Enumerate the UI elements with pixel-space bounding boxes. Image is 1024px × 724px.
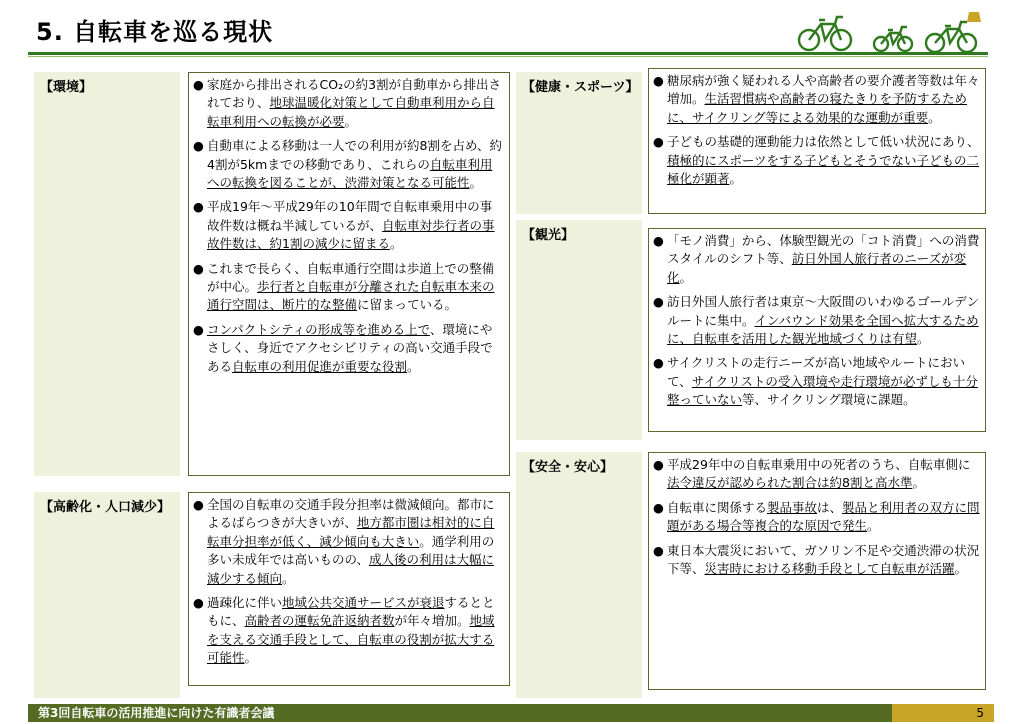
item-text: 。 (917, 331, 930, 347)
item-text: 訪日外国人旅行者は東京～大阪間のいわゆるゴールデンルートに集中。 (667, 294, 980, 328)
safety-label: 【安全・安心】 (516, 452, 642, 698)
bullet-icon: ● (193, 321, 204, 337)
emphasis-text: 訪日外国人旅行者のニーズが変化 (667, 251, 967, 285)
bullet-icon: ● (653, 499, 664, 515)
bullet-item (653, 542, 980, 579)
emphasis-text: 自転車利用への転換を図ることが、渋滞対策となる可能性 (207, 156, 493, 191)
bullet-item (193, 260, 504, 315)
bullet-icon: ● (653, 294, 664, 310)
bullet-icon: ● (653, 542, 664, 558)
emphasis-text: 歩行者と自転車が分離された自転車本来の通行空間は、断片的な整備 (207, 279, 495, 313)
tourism-panel (648, 228, 986, 432)
item-text: に留まっている。 (357, 297, 458, 313)
emphasis-text: インバウンド効果を全国へ拡大するために、自転車を活用した観光地域づくりは有望 (667, 312, 979, 347)
bullet-icon: ● (193, 260, 204, 276)
bullet-icon: ● (193, 497, 204, 512)
bullet-icon: ● (653, 457, 664, 472)
tourism-label: 【観光】 (516, 220, 642, 440)
item-text: 。 (954, 561, 968, 577)
item-text: 過疎化に伴い (207, 595, 283, 611)
bullet-icon: ● (193, 199, 204, 215)
emphasis-text: コンパクトシティの形成等を進める上で (207, 321, 430, 337)
bicycle-icon (795, 10, 990, 54)
bullet-item (653, 232, 980, 287)
item-text: これまで長らく、自転車通行空間は歩道上での整備が中心。 (207, 260, 495, 295)
item-text: 「モノ消費」から、体験型観光の「コト消費」への消費スタイルのシフト等、 (667, 233, 980, 267)
emphasis-text: 法令違反が認められた割合は約8割と高水準 (667, 475, 913, 491)
emphasis-text: 積極的にスポーツをする子どもとそうでない子どもの二極化が顕著 (667, 152, 980, 187)
bullet-icon: ● (653, 233, 664, 248)
bullet-item (653, 499, 980, 536)
emphasis-text: 製品と利用者の双方に問題がある場合等複合的な原因で発生 (667, 499, 980, 534)
item-text: 東日本大震災において、ガソリン不足や交通渋滞の状況下等、 (667, 542, 980, 577)
item-text: が年々増加。 (394, 613, 470, 629)
bullet-item (653, 456, 980, 493)
bullet-icon: ● (653, 355, 664, 371)
emphasis-text: 生活習慣病や高齢者の寝たきりを予防するために、サイクリング等による効果的な運動が重要 (667, 91, 968, 125)
emphasis-text: 地方都市圏は相対的に自転車分担率が低く、減少傾向も大きい (207, 515, 495, 549)
bullet-item (193, 594, 504, 668)
item-text: 自動車による移動は一人での利用が約8割を占め、約4割が5kmまでの移動であり、これらの (207, 138, 502, 172)
item-text: 。 (928, 109, 941, 125)
bullet-item (653, 354, 980, 409)
safety-panel (648, 452, 986, 690)
bullet-icon: ● (193, 595, 204, 611)
bullet-item (653, 133, 980, 188)
item-text: 。 (407, 358, 420, 374)
emphasis-text: 災害時における移動手段として自転車が活躍 (704, 561, 955, 577)
aging-population-panel (188, 492, 510, 686)
item-text: 。通学利用の多い未成年では高いものの、 (207, 533, 495, 568)
bullet-item (193, 137, 504, 192)
environment-panel (188, 72, 510, 476)
emphasis-text: 地域公共交通サービスが衰退 (282, 595, 445, 611)
item-text: 自転車に関係する (667, 499, 768, 515)
item-text: サイクリストの走行ニーズが高い地域やルートにおいて、 (667, 355, 966, 389)
item-text: 子どもの基礎的運動能力は依然として低い状況にあり、 (667, 134, 980, 150)
emphasis-text: 自転車の利用促進が重要な役割 (232, 358, 408, 374)
emphasis-text: サイクリストの受入環境や走行環境が必ずしも十分整っていない (667, 373, 978, 408)
footer-title: 第3回自転車の活用推進に向けた有識者会議 (28, 704, 892, 722)
item-text: 。 (912, 475, 925, 491)
item-text: 。 (282, 570, 295, 586)
bullet-item (193, 496, 504, 588)
bullet-item (653, 72, 980, 127)
health-sports-panel (648, 68, 986, 214)
emphasis-text: 地域を支える交通手段として、自転車の役割が拡大する可能性 (207, 613, 495, 666)
environment-label: 【環境】 (34, 72, 180, 476)
bullet-icon: ● (653, 134, 664, 150)
item-text: 。 (469, 175, 483, 191)
emphasis-text: 高齢者の運転免許返納者数 (244, 613, 395, 629)
item-text: 平成19年～平成29年の10年間で自転車乗用中の事故件数は概ね半減しているが、 (207, 199, 493, 233)
bullet-item (193, 76, 504, 131)
emphasis-text: 製品事故 (767, 499, 818, 515)
item-text: 。 (867, 518, 880, 534)
bullet-item (193, 321, 504, 376)
item-text: 。 (389, 236, 403, 252)
item-text: 。 (244, 650, 258, 666)
item-text: 。 (344, 113, 358, 129)
item-text: 。 (729, 171, 743, 187)
item-text: するとともに、 (207, 595, 495, 629)
item-text: 糖尿病が強く疑われる人や高齢者の要介護者等数は年々増加。 (667, 73, 980, 107)
aging-population-label: 【高齢化・人口減少】 (34, 492, 180, 698)
health-sports-label: 【健康・スポーツ】 (516, 72, 642, 214)
page-number: 5 (892, 704, 994, 722)
emphasis-text: 成人後の利用は大幅に減少する傾向 (207, 552, 495, 586)
bullet-item (193, 198, 504, 253)
page-title: 5. 自転車を巡る現状 (36, 18, 274, 46)
item-text: 全国の自転車の交通手段分担率は微減傾向。都市によるばらつきが大きいが、 (207, 497, 495, 531)
item-text: 家庭から排出されるCO₂の約3割が自動車から排出されており、 (207, 77, 502, 111)
emphasis-text: 自転車対歩行者の事故件数は、約1割の減少に留まる (207, 217, 495, 252)
emphasis-text: 地球温暖化対策として自動車利用から自転車利用への転換が必要 (207, 95, 495, 129)
bullet-icon: ● (193, 138, 204, 154)
item-text: 平成29年中の自転車乗用中の死者のうち、自転車側に (667, 457, 971, 472)
bullet-icon: ● (653, 73, 664, 88)
item-text: 、環境にやさしく、身近でアクセシビリティの高い交通手段である (207, 321, 493, 374)
bullet-item (653, 293, 980, 348)
title-underline-thin (28, 56, 988, 57)
item-text: は、 (817, 499, 843, 515)
bullet-icon: ● (193, 77, 204, 92)
item-text: 等、サイクリング環境に課題。 (742, 392, 916, 408)
item-text: 。 (679, 269, 693, 285)
